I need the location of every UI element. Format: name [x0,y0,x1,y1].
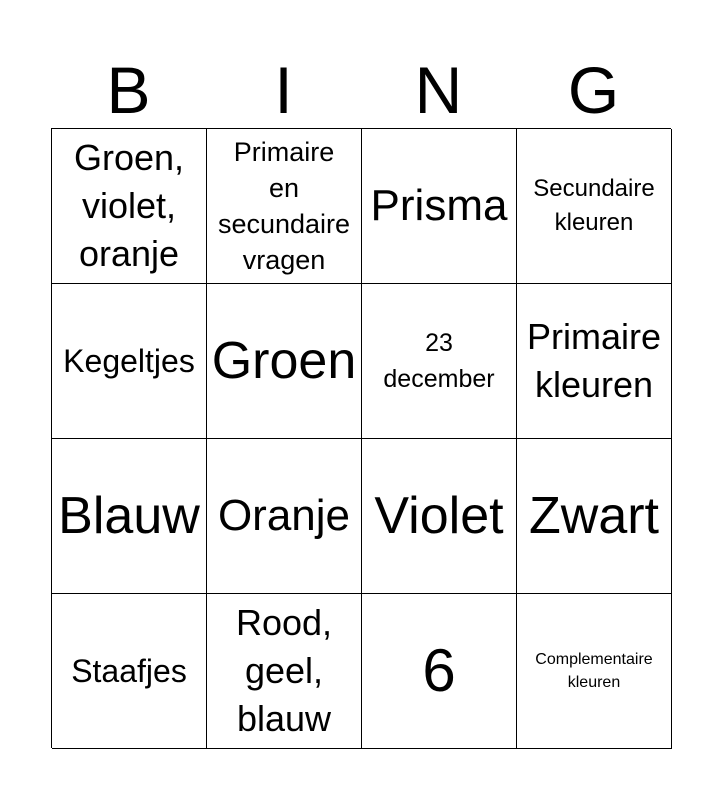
cell-text: 23 december [383,329,495,393]
bingo-cell[interactable] [517,284,672,439]
bingo-cell[interactable] [517,594,672,749]
cell-text: Blauw [58,487,200,545]
bingo-cell[interactable] [207,439,362,594]
bingo-cell[interactable] [362,284,517,439]
cell-text: Rood, geel, blauw [235,602,333,739]
bingo-cell[interactable] [517,439,672,594]
bingo-cell[interactable] [52,439,207,594]
header-letter-b: B [106,53,151,127]
bingo-cell[interactable] [362,594,517,749]
header-letter-g: G [567,53,620,127]
bingo-header [51,52,671,128]
bingo-cell[interactable] [207,284,362,439]
cell-text: Violet [374,487,504,545]
cell-text: 6 [422,637,456,704]
bingo-cell[interactable] [207,129,362,284]
bingo-cell[interactable] [362,439,517,594]
cell-text: Primaire en secundaire vragen [217,137,351,275]
cell-text: Secundaire kleuren [533,175,655,236]
cell-text: Zwart [529,487,659,545]
cell-text: Prisma [370,181,508,230]
cell-text: Complementaire kleuren [535,651,653,691]
header-letter-n: N [414,53,463,127]
cell-text: Kegeltjes [63,343,195,379]
bingo-cell[interactable] [362,129,517,284]
bingo-cell[interactable] [517,129,672,284]
bingo-cell[interactable] [207,594,362,749]
bingo-cell[interactable] [52,284,207,439]
cell-text: Primaire kleuren [526,316,661,405]
bingo-cell[interactable] [52,594,207,749]
cell-text: Groen, violet, oranje [73,137,185,274]
bingo-cell[interactable] [52,129,207,284]
cell-text: Groen [211,332,357,390]
header-letter-i: I [274,53,293,127]
cell-text: Oranje [217,491,351,540]
bingo-card [51,128,671,748]
cell-text: Staafjes [71,653,187,689]
